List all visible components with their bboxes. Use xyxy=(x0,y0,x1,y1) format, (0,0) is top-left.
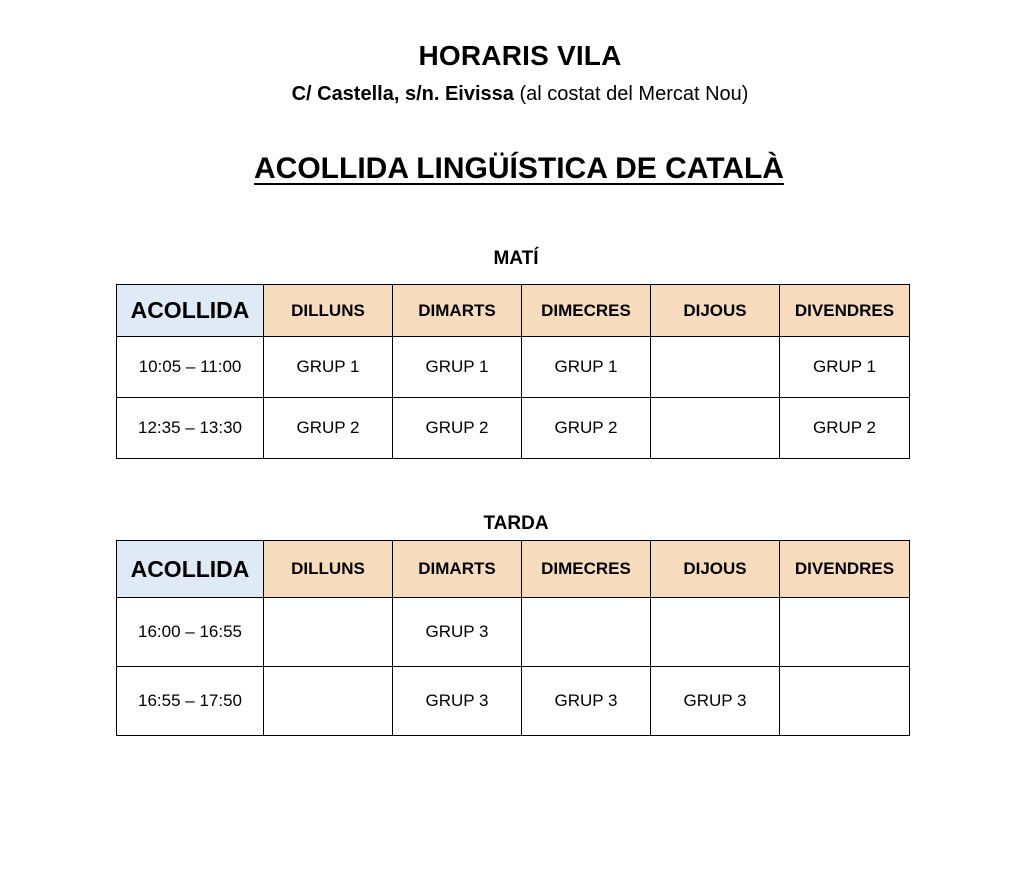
table-row xyxy=(117,398,910,459)
address-note: (al costat del Mercat Nou) xyxy=(513,83,749,105)
schedule-cell xyxy=(651,337,780,398)
day-header-dijous: DIJOUS xyxy=(651,285,780,337)
schedule-cell xyxy=(651,398,780,459)
day-header-dimarts: DIMARTS xyxy=(393,541,522,598)
section-title-mati: MATÍ xyxy=(493,248,539,269)
schedule-cell: GRUP 2 xyxy=(780,398,910,459)
day-header-dijous: DIJOUS xyxy=(651,541,780,598)
page-title: HORARIS VILA xyxy=(418,40,622,71)
day-header-dimecres: DIMECRES xyxy=(522,285,651,337)
schedule-cell: GRUP 2 xyxy=(264,398,393,459)
day-header-divendres: DIVENDRES xyxy=(780,541,910,598)
time-cell: 16:55 – 17:50 xyxy=(117,667,264,736)
table-row xyxy=(117,667,910,736)
schedule-cell xyxy=(780,598,910,667)
time-cell: 10:05 – 11:00 xyxy=(117,337,264,398)
table-row xyxy=(117,598,910,667)
schedule-table-tarda xyxy=(116,540,910,736)
day-header-dilluns: DILLUNS xyxy=(264,285,393,337)
table-row xyxy=(117,337,910,398)
schedule-cell: GRUP 3 xyxy=(651,667,780,736)
corner-header-acollida: ACOLLIDA xyxy=(117,285,264,337)
document-heading: ACOLLIDA LINGÜÍSTICA DE CATALÀ xyxy=(254,152,784,185)
address-street: C/ Castella, s/n. Eivissa xyxy=(291,83,514,105)
corner-header-acollida: ACOLLIDA xyxy=(117,541,264,598)
schedule-cell: GRUP 1 xyxy=(780,337,910,398)
day-header-dimarts: DIMARTS xyxy=(393,285,522,337)
schedule-cell: GRUP 2 xyxy=(393,398,522,459)
time-cell: 16:00 – 16:55 xyxy=(117,598,264,667)
schedule-cell xyxy=(651,598,780,667)
schedule-cell xyxy=(522,598,651,667)
schedule-table-mati xyxy=(116,284,910,459)
table-header-row xyxy=(117,541,910,598)
schedule-cell xyxy=(264,667,393,736)
schedule-cell xyxy=(264,598,393,667)
schedule-cell: GRUP 1 xyxy=(522,337,651,398)
day-header-dimecres: DIMECRES xyxy=(522,541,651,598)
table-header-row xyxy=(117,285,910,337)
time-cell: 12:35 – 13:30 xyxy=(117,398,264,459)
schedule-cell: GRUP 3 xyxy=(393,667,522,736)
schedule-cell xyxy=(780,667,910,736)
day-header-divendres: DIVENDRES xyxy=(780,285,910,337)
schedule-cell: GRUP 3 xyxy=(522,667,651,736)
schedule-cell: GRUP 2 xyxy=(522,398,651,459)
schedule-cell: GRUP 1 xyxy=(264,337,393,398)
section-title-tarda: TARDA xyxy=(483,513,549,534)
day-header-dilluns: DILLUNS xyxy=(264,541,393,598)
address-line xyxy=(0,83,1024,106)
schedule-cell: GRUP 3 xyxy=(393,598,522,667)
schedule-cell: GRUP 1 xyxy=(393,337,522,398)
